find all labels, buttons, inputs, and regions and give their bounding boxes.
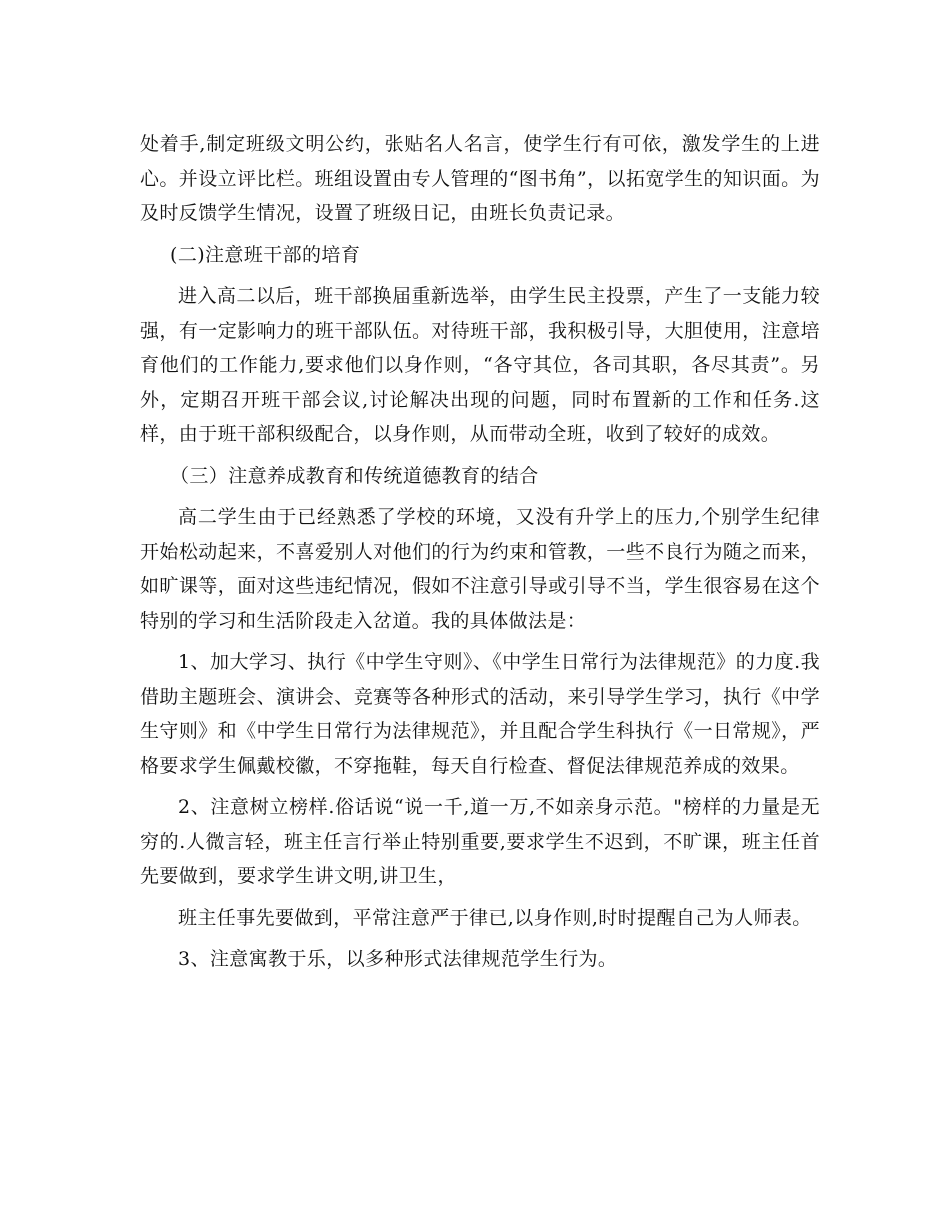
paragraph-3: 高二学生由于已经熟悉了学校的环境，又没有升学上的压力,个别学生纪律开始松动起来，不喜爱别人对他们的行为约束和管教，一些不良行为随之而来，如旷课等，面对这些违纪情况，假如不注意引导或引导不当，学生很容易在这个特别的学习和生活阶段走入岔道。我的具体做法是： bbox=[140, 506, 820, 632]
section-heading-3: （三）注意养成教育和传统道德教育的结合 bbox=[170, 464, 539, 487]
list-item-2: 2、注意树立榜样.俗话说“说一千,道一万,不如亲身示范。"榜样的力量是无穷的.人微言轻，班主任言行举止特别重要,要求学生不迟到，不旷课，班主任首先要做到，要求学生讲文明,讲卫生， bbox=[140, 796, 820, 887]
document-body bbox=[140, 127, 820, 984]
paragraph-1: 处着手,制定班级文明公约，张贴名人名言，使学生行有可依，激发学生的上进心。并设立评比栏。班组设置由专人管理的“图书角”，以拓宽学生的知识面。为及时反馈学生情况，设置了班级日记，由班长负责记录。 bbox=[140, 133, 820, 224]
section-heading-2: (二)注意班干部的培育 bbox=[170, 243, 361, 266]
list-item-1: 1、加大学习、执行《中学生守则》、《中学生日常行为法律规范》的力度.我借助主题班会、演讲会、竞赛等各种形式的活动，来引导学生学习，执行《中学生守则》和《中学生日常行为法律规范》，并且配合学生科执行《一日常规》，严格要求学生佩戴校徽，不穿拖鞋，每天自行检查、督促法律规范养成的效果。 bbox=[140, 651, 820, 777]
list-item-3: 3、注意寓教于乐，以多种形式法律规范学生行为。 bbox=[178, 948, 618, 970]
paragraph-2: 进入高二以后，班干部换届重新选举，由学生民主投票，产生了一支能力较强，有一定影响力的班干部队伍。对待班干部，我积极引导，大胆使用，注意培育他们的工作能力,要求他们以身作则，“各守其位，各司其职，各尽其责”。另外，定期召开班干部会议,讨论解决出现的问题，同时布置新的工作和任务.这样，由于班干部积级配合，以身作则，从而带动全班，收到了较好的成效。 bbox=[140, 285, 820, 445]
paragraph-4: 班主任事先要做到，平常注意严于律已,以身作则,时时提醒自己为人师表。 bbox=[178, 906, 812, 929]
